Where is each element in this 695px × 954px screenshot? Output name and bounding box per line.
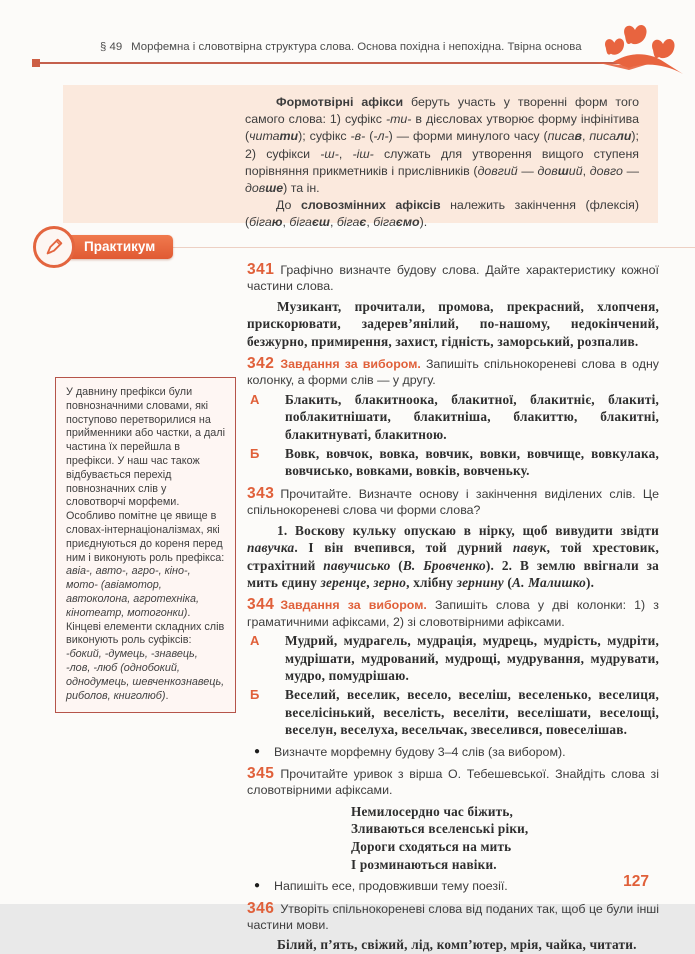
exercise-number: 345	[247, 764, 275, 782]
poem-line: Дороги сходяться на мить	[351, 838, 512, 854]
exercise-346	[247, 901, 659, 954]
page-number: 127	[623, 873, 649, 890]
option-a	[247, 632, 659, 684]
exercise-text: 1. Воскову кульку опускаю в нірку, щоб вивудити звідти павучка. І він вчепився, той дурний павук, той хрестовик, страхітний павучисько (В. Бровченко). 2. В землю ввігнали за мить єдину зеренце, зерно, хлібну зернину (А. Малишко).	[247, 522, 659, 590]
sub-task: ● Напишіть есе, продовживши тему поезії.	[254, 879, 508, 894]
bullet-icon: ●	[254, 880, 261, 892]
exercise-number: 341	[247, 261, 275, 278]
flower-decoration-icon	[595, 22, 687, 88]
header-rule	[38, 62, 640, 64]
word-list: Вовк, вовчок, вовка, вовчик, вовки, вовчище, вовкулака, вовчисько, вовками, вовків, вовченьку.	[285, 446, 659, 479]
exercise-342	[247, 356, 659, 480]
option-b	[247, 686, 659, 738]
exercise-345	[247, 766, 659, 895]
option-b	[247, 445, 659, 480]
exercises-column	[247, 256, 659, 954]
choice-task-label: Завдання за вибором.	[280, 598, 427, 613]
bullet-icon: ●	[254, 745, 261, 757]
theory-paragraph: Формотвірні афікси беруть участь у творенні форм того самого слова: 1) суфікс -ти- в дієсловах утворює форму інфінітива (читати); суфікс -в- (-л-) — форми минулого часу (писав, писали); 2) суфікси -ш-, -іш- служать для утворення вищого ступеня порівняння прикметників і прислівників (довгий — довший, довго — довше) та ін.	[245, 95, 640, 196]
margin-note	[55, 377, 236, 713]
theory-box	[63, 85, 658, 230]
word-list: Білий, п’ять, свіжий, лід, комп’ютер, мрія, чайка, читати.	[277, 937, 637, 953]
exercise-number: 343	[247, 484, 275, 502]
poem-line: Зливаються вселенські ріки,	[351, 821, 529, 837]
practicum-badge: Практикум	[58, 235, 173, 259]
exercise-instruction: 342 Завдання за вибором. Запишіть спільнокореневі слова в одну колонку, а форми слів — у другу.	[247, 355, 659, 388]
exercise-number: 342	[247, 355, 275, 373]
exercise-number: 346	[247, 899, 275, 917]
theory-paragraph: До словозмінних афіксів належить закінчення (флексія) (бігаю, бігаєш, бігає, бігаємо).	[245, 198, 639, 230]
option-a	[247, 391, 659, 443]
poem-line: Немилосердно час біжить,	[351, 803, 514, 819]
exercise-344	[247, 597, 659, 760]
option-letter: Б	[250, 446, 260, 462]
option-letter: А	[250, 391, 260, 407]
sub-task: ● Визначте морфемну будову 3–4 слів (за вибором).	[254, 744, 566, 759]
choice-task-label: Завдання за вибором.	[280, 357, 421, 372]
page-title: Морфемна і словотвірна структура слова. Основа похідна і непохідна. Твірна основа	[131, 41, 582, 53]
exercise-343	[247, 486, 659, 591]
writing-hand-icon	[33, 226, 75, 268]
exercise-341	[247, 262, 659, 350]
poem-line: І розминаються навіки.	[351, 856, 497, 872]
word-list: Музикант, прочитали, промова, прекрасний, хлопченя, прискорювати, задерев’янілий, по-нашому, недокінчений, безжурно, примирення, захист, гідність, заморський, розпалив.	[247, 298, 659, 349]
exercise-instruction: 343 Прочитайте. Визначте основу і закінчення виділених слів. Це спільнокореневі слова чи форми слова?	[247, 484, 659, 518]
section-number: § 49	[100, 41, 123, 53]
word-list: Веселий, веселик, весело, веселіш, веселенько, веселиця, веселісінький, веселість, веселіти, веселішати, веселощі, веселун, веселуха, весельчак, звеселився, повеселішав.	[285, 687, 659, 738]
exercise-instruction: 346 Утворіть спільнокореневі слова від поданих так, щоб це були інші частини мови.	[247, 899, 659, 932]
exercise-instruction: 341 Графічно визначте будову слова. Дайте характеристику кожної частини слова.	[247, 261, 659, 294]
page-header	[100, 41, 620, 53]
word-list: Блакить, блакитноока, блакитної, блакитніє, блакиті, поблакитнішати, блакитніша, блакиттю, блакитні, блакитнуваті, блакитною.	[285, 391, 659, 442]
margin-note-text: У давнину префікси були повнозначними словами, які поступово перетворилися на прийменники або частки, а далі частина їх перейшла в префікси. У наш час також відбувається перехід повнозначних слів у словотворчі морфеми. Особливо помітне це явище в словах-інтернаціоналізмах, які приєднуються до кореня перед ним і виконують роль префікса: авіа-, авто-, агро-, кіно-, мото- (авіамотор, автоколона, агротехніка, кінотеатр, мотогонки). Кінцеві елементи складних слів виконують роль суфіксів: -бокий, -думець, -знавець, -лов, -люб (однобокий, однодумець, шевченкознавець, риболов, книголюб).	[66, 386, 225, 702]
exercise-instruction: 345 Прочитайте уривок з вірша О. Тебешевської. Знайдіть слова зі словотвірними афіксами.	[247, 764, 659, 798]
word-list: Мудрий, мудрагель, мудрація, мудрець, мудрість, мудріти, мудрішати, мудрований, мудрощі, мудрування, мудрувати, мудро, помудрішаю.	[285, 633, 659, 683]
option-letter: А	[250, 633, 260, 649]
exercise-instruction: 344 Завдання за вибором. Запишіть слова у дві колонки: 1) з граматичними афіксами, 2) зі словотвірними афіксами.	[247, 596, 659, 629]
option-letter: Б	[250, 687, 260, 703]
exercise-number: 344	[247, 596, 275, 614]
poem	[351, 803, 659, 873]
